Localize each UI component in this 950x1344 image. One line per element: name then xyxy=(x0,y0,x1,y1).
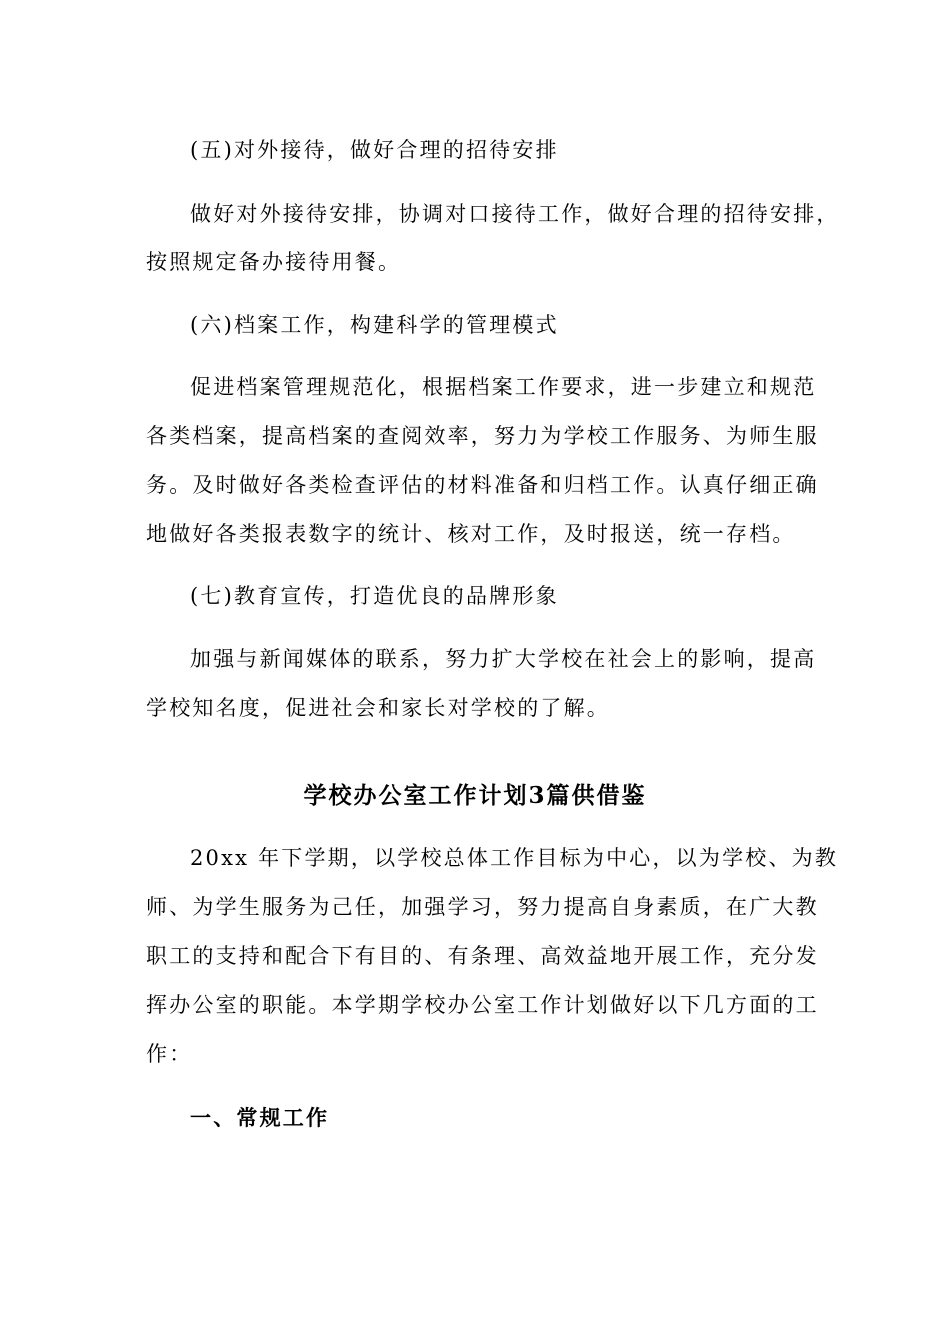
section-6-para-line-4: 地做好各类报表数字的统计、核对工作，及时报送，统一存档。 xyxy=(146,522,796,546)
intro-para-line-1: 20xx 年下学期，以学校总体工作目标为中心，以为学校、为教 xyxy=(190,846,839,870)
intro-para-line-5: 作： xyxy=(146,1042,193,1066)
section-6-heading: (六)档案工作，构建科学的管理模式 xyxy=(190,313,559,337)
document-title: 学校办公室工作计划3篇供借鉴 xyxy=(303,782,647,809)
intro-para-line-2: 师、为学生服务为己任，加强学习，努力提高自身素质，在广大教 xyxy=(146,895,819,919)
section-6-para-line-3: 务。及时做好各类检查评估的材料准备和归档工作。认真仔细正确 xyxy=(146,473,819,497)
section-7-para-line-2: 学校知名度，促进社会和家长对学校的了解。 xyxy=(146,696,610,720)
section-6-para-line-1: 促进档案管理规范化，根据档案工作要求，进一步建立和规范 xyxy=(190,375,817,399)
intro-para-line-4: 挥办公室的职能。本学期学校办公室工作计划做好以下几方面的工 xyxy=(146,993,819,1017)
section-5-para-line-1: 做好对外接待安排，协调对口接待工作，做好合理的招待安排， xyxy=(190,202,840,226)
section-5-heading: (五)对外接待，做好合理的招待安排 xyxy=(190,138,559,162)
section-5-para-line-2: 按照规定备办接待用餐。 xyxy=(146,250,402,274)
section-7-para-line-1: 加强与新闻媒体的联系，努力扩大学校在社会上的影响，提高 xyxy=(190,647,817,671)
intro-para-line-3: 职工的支持和配合下有目的、有条理、高效益地开展工作，充分发 xyxy=(146,944,819,968)
section-7-heading: (七)教育宣传，打造优良的品牌形象 xyxy=(190,584,559,608)
section-6-para-line-2: 各类档案，提高档案的查阅效率，努力为学校工作服务、为师生服 xyxy=(146,424,819,448)
part-1-heading: 一、常规工作 xyxy=(190,1105,330,1130)
